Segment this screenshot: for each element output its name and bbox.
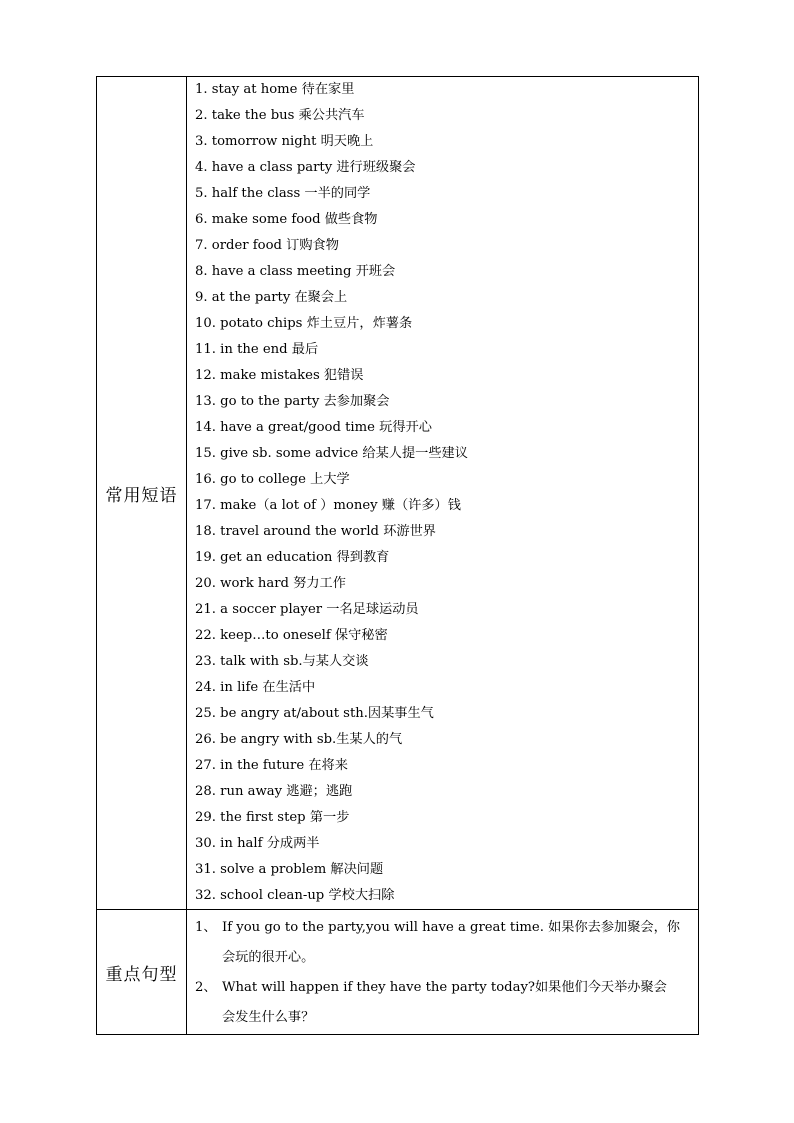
phrase-item: 22. keep…to oneself 保守秘密 [195,628,388,643]
phrases-label: 常用短语 [97,77,187,910]
phrase-item: 2. take the bus 乘公共汽车 [195,108,365,123]
phrase-item: 12. make mistakes 犯错误 [195,368,364,383]
phrase-item: 8. have a class meeting 开班会 [195,264,396,279]
sentence-item [195,913,690,973]
phrase-item: 20. work hard 努力工作 [195,576,346,591]
phrase-item: 13. go to the party 去参加聚会 [195,394,390,409]
sentence-list [187,911,698,1033]
vocabulary-table [96,76,699,1035]
phrase-item: 1. stay at home 待在家里 [195,82,355,97]
phrase-item: 11. in the end 最后 [195,342,319,357]
sentence-text: What will happen if they have the party today?如果他们今天举办聚会 [222,980,667,995]
phrase-item: 14. have a great/good time 玩得开心 [195,420,432,435]
phrase-item: 9. at the party 在聚会上 [195,290,348,305]
phrase-list [187,77,698,909]
phrase-item: 19. get an education 得到教育 [195,550,390,565]
phrases-row [97,77,699,910]
phrase-item: 28. run away 逃避；逃跑 [195,784,353,799]
sentence-number: 1、 [195,920,217,935]
phrase-item: 17. make（a lot of ）money 赚（许多）钱 [195,498,461,513]
sentences-label: 重点句型 [97,910,187,1035]
phrase-item: 5. half the class 一半的同学 [195,186,371,201]
phrase-item: 29. the first step 第一步 [195,810,350,825]
phrase-item: 27. in the future 在将来 [195,758,348,773]
sentences-row [97,910,699,1035]
sentence-text: If you go to the party,you will have a great time. 如果你去参加聚会，你 [222,920,680,935]
phrases-cell [187,77,699,910]
phrase-item: 3. tomorrow night 明天晚上 [195,134,374,149]
phrase-item: 6. make some food 做些食物 [195,212,378,227]
sentence-item [195,973,690,1033]
phrase-item: 10. potato chips 炸土豆片，炸薯条 [195,316,413,331]
phrase-item: 31. solve a problem 解决问题 [195,862,384,877]
phrase-item: 7. order food 订购食物 [195,238,339,253]
phrase-item: 4. have a class party 进行班级聚会 [195,160,416,175]
sentence-number: 2、 [195,980,217,995]
phrase-item: 15. give sb. some advice 给某人提一些建议 [195,446,468,461]
phrase-item: 16. go to college 上大学 [195,472,350,487]
phrase-item: 32. school clean-up 学校大扫除 [195,888,395,903]
sentence-translation-continued: 会发生什么事？ [222,1010,315,1025]
phrase-item: 26. be angry with sb.生某人的气 [195,732,403,747]
sentences-cell [187,910,699,1035]
phrase-item: 30. in half 分成两半 [195,836,320,851]
phrase-item: 25. be angry at/about sth.因某事生气 [195,706,434,721]
sentence-translation-continued: 会玩的很开心。 [222,950,315,965]
phrase-item: 24. in life 在生活中 [195,680,316,695]
phrase-item: 21. a soccer player 一名足球运动员 [195,602,419,617]
phrase-item: 23. talk with sb.与某人交谈 [195,654,369,669]
phrase-item: 18. travel around the world 环游世界 [195,524,436,539]
